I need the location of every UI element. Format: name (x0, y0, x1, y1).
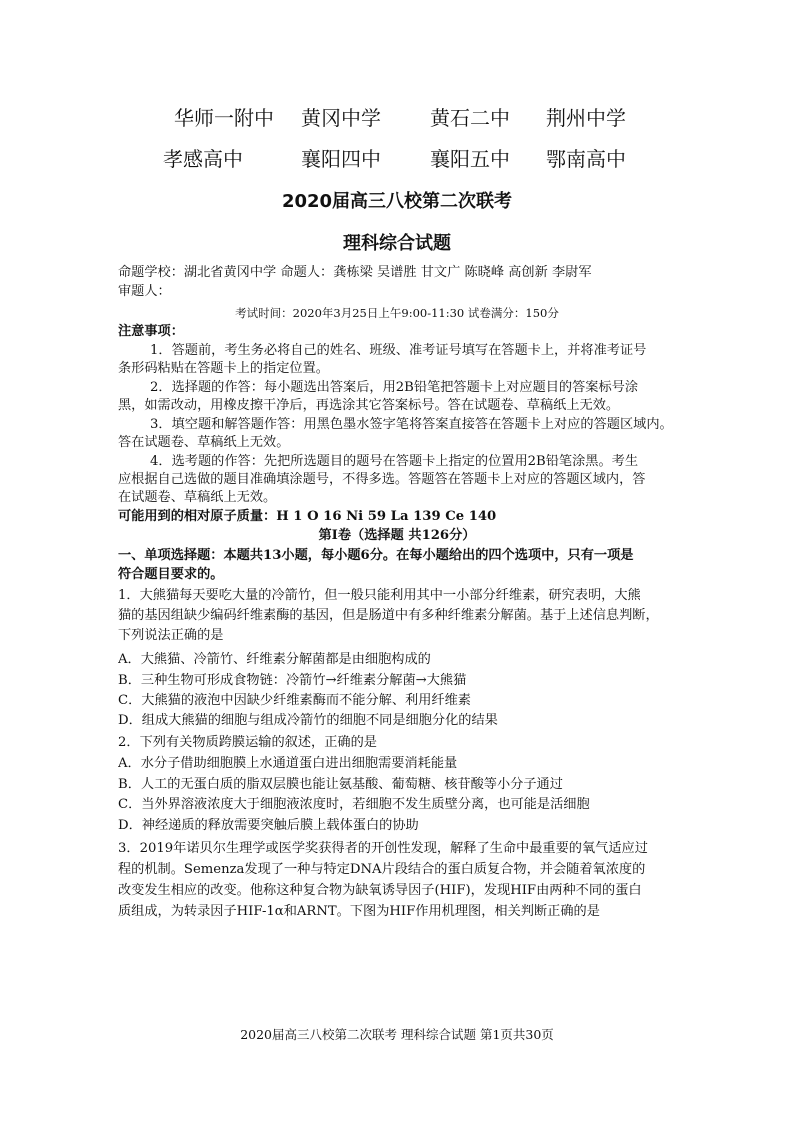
notes-line: 2．选择题的作答：每小题选出答案后，用2B铅笔把答题卡上对应题目的答案标号涂 (150, 380, 639, 395)
school-name: 黄石二中 (430, 106, 510, 130)
school-row-1 (0, 100, 794, 136)
notes-line: 在试题卷、草稿纸上无效。 (118, 490, 277, 505)
question-3-stem: 改变发生相应的改变。他称这种复合物为缺氧诱导因子(HIF)，发现HIF由两种不同的蛋白 (118, 883, 642, 898)
reviewer-info: 审题人： (118, 284, 171, 299)
school-name: 荆州中学 (546, 106, 626, 130)
school-name: 黄冈中学 (301, 106, 381, 130)
question-1-option-c: C．大熊猫的液泡中因缺少纤维素酶而不能分解、利用纤维素 (118, 693, 471, 708)
notes-line: 3．填空题和解答题作答：用黑色墨水签字笔将答案直接答在答题卡上对应的答题区域内。 (150, 417, 673, 432)
notes-line: 1．答题前，考生务必将自己的姓名、班级、准考证号填写在答题卡上，并将准考证号 (150, 343, 647, 358)
question-1-option-a: A．大熊猫、冷箭竹、纤维素分解菌都是由细胞构成的 (118, 652, 431, 667)
notes-heading: 注意事项： (118, 324, 184, 339)
part1-title: 第Ⅰ卷（选择题 共126分） (318, 528, 476, 543)
question-1-stem: 1．大熊猫每天要吃大量的冷箭竹，但一般只能利用其中一小部分纤维素，研究表明，大熊 (118, 588, 641, 603)
question-2-option-b: B．人工的无蛋白质的脂双层膜也能让氨基酸、葡萄糖、核苷酸等小分子通过 (118, 777, 563, 792)
notes-line: 条形码粘贴在答题卡上的指定位置。 (118, 361, 329, 376)
question-3-stem: 质组成，为转录因子HIF-1α和ARNT。下图为HIF作用机理图，相关判断正确的是 (118, 904, 600, 919)
question-1-option-d: D．组成大熊猫的细胞与组成冷箭竹的细胞不同是细胞分化的结果 (118, 713, 498, 728)
author-info: 命题学校：湖北省黄冈中学 命题人：龚栋梁 吴谱胜 甘文广 陈晓峰 高创新 李尉军 (118, 265, 592, 280)
exam-subtitle: 理科综合试题 (343, 233, 451, 254)
question-3-stem: 3．2019年诺贝尔生理学或医学奖获得者的开创性发现，解释了生命中最重要的氧气适应过 (118, 841, 648, 856)
question-1-stem: 猫的基因组缺少编码纤维素酶的基因，但是肠道中有多种纤维素分解菌。基于上述信息判断， (118, 608, 659, 623)
school-name: 襄阳五中 (430, 147, 510, 171)
section1-heading: 符合题目要求的。 (118, 567, 224, 582)
school-name: 襄阳四中 (301, 147, 381, 171)
notes-line: 4．选考题的作答：先把所选题目的题号在答题卡上指定的位置用2B铅笔涂黑。考生 (150, 454, 639, 469)
question-2-option-c: C．当外界溶液浓度大于细胞液浓度时，若细胞不发生质壁分离，也可能是活细胞 (118, 797, 590, 812)
question-2-stem: 2．下列有关物质跨膜运输的叙述，正确的是 (118, 735, 377, 750)
school-name: 孝感高中 (163, 147, 243, 171)
notes-line: 黑，如需改动，用橡皮擦干净后，再选涂其它答案标号。答在试题卷、草稿纸上无效。 (118, 398, 620, 413)
question-2-option-a: A．水分子借助细胞膜上水通道蛋白进出细胞需要消耗能量 (118, 756, 458, 771)
question-1-stem: 下列说法正确的是 (118, 628, 224, 643)
exam-info: 考试时间：2020年3月25日上午9:00-11:30 试卷满分：150分 (235, 306, 559, 320)
school-row-2 (0, 141, 794, 177)
question-3-stem: 程的机制。Semenza发现了一种与特定DNA片段结合的蛋白质复合物，并会随着氧浓度的 (118, 862, 646, 877)
exam-title: 2020届高三八校第二次联考 (281, 191, 513, 212)
page-footer: 2020届高三八校第二次联考 理科综合试题 第1页共30页 (240, 1027, 554, 1042)
school-name: 华师一附中 (174, 106, 274, 130)
school-name: 鄂南高中 (546, 147, 626, 171)
notes-line: 答在试题卷、草稿纸上无效。 (118, 435, 290, 450)
question-1-option-b: B．三种生物可形成食物链：冷箭竹→纤维素分解菌→大熊猫 (118, 673, 467, 688)
notes-line: 应根据自己选做的题目准确填涂题号，不得多选。答题答在答题卡上对应的答题区域内，答 (118, 472, 646, 487)
atomic-masses: 可能用到的相对原子质量：H 1 O 16 Ni 59 La 139 Ce 140 (118, 509, 497, 524)
question-2-option-d: D．神经递质的释放需要突触后膜上载体蛋白的协助 (118, 818, 419, 833)
section1-heading: 一、单项选择题：本题共13小题，每小题6分。在每小题给出的四个选项中，只有一项是 (118, 548, 634, 563)
